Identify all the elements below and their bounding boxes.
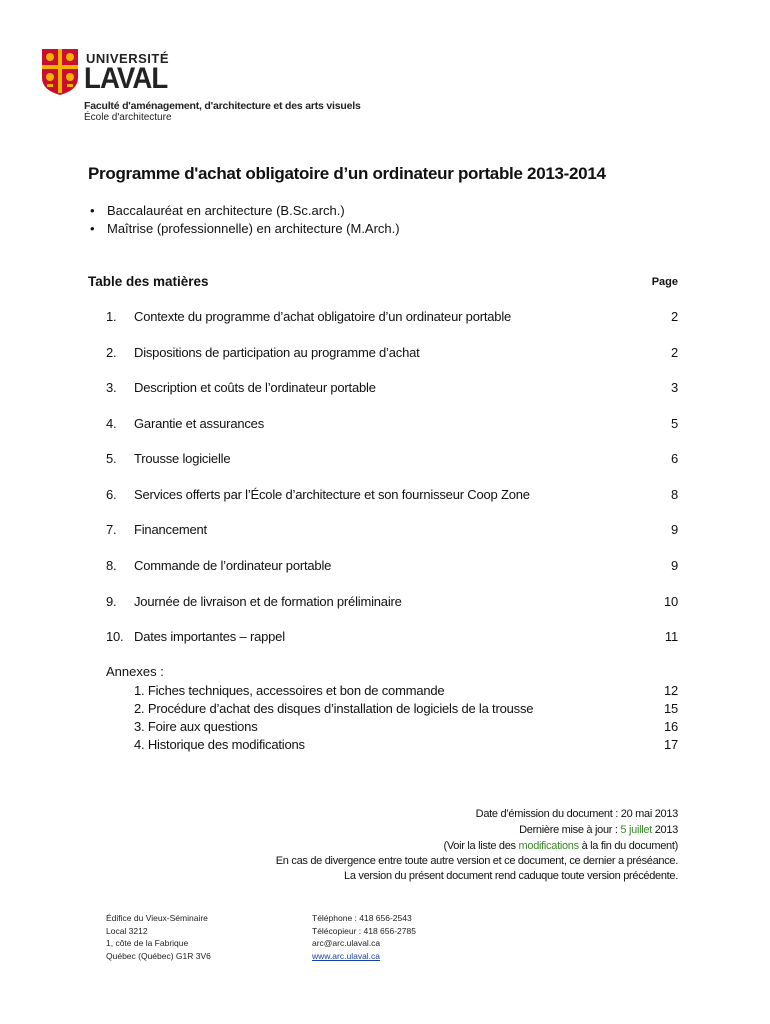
address-line: 1, côte de la Fabrique [106,938,189,948]
toc-entry-page: 9 [670,522,678,537]
footer-address [106,912,211,962]
issue-date: Date d’émission du document : 20 mai 2013 [475,808,678,820]
universite-laval-crest-icon [41,48,79,96]
toc-entry[interactable] [106,558,678,576]
annex-entry[interactable] [106,701,678,719]
address-line: Québec (Québec) G1R 3V6 [106,950,211,961]
toc-entry-number: 7. [106,522,117,537]
bullet-symbol: • [90,221,95,236]
toc-entry[interactable] [106,451,678,469]
toc-entry-page: 10 [663,594,678,609]
toc-entry-label: Trousse logicielle [134,451,231,466]
modifications-link[interactable]: modifications [518,840,579,852]
annex-entry[interactable] [106,737,678,755]
toc-entry-page: 5 [670,416,678,431]
toc-entry[interactable] [106,487,678,505]
annex-entry-page: 16 [663,719,678,734]
website-link[interactable]: www.arc.ulaval.ca [312,950,381,961]
toc-entry[interactable] [106,309,678,327]
toc-entry[interactable] [106,629,678,647]
divergence-note: En cas de divergence entre toute autre version et ce document, ce dernier a préséance. [275,855,678,867]
annexes-title: Annexes : [106,664,164,679]
toc-entry-label: Dispositions de participation au programme d’achat [134,345,420,360]
toc-entry[interactable] [106,416,678,434]
footer-contact [312,912,416,962]
supersedes-note: La version du présent document rend caduque toute version précédente. [344,870,678,882]
annex-entry-label: 3. Foire aux questions [134,719,258,734]
toc-entry-number: 9. [106,594,117,609]
phone-number: Téléphone : 418 656-2543 [312,913,412,923]
toc-entry-page: 2 [670,309,678,324]
toc-entry-page: 3 [670,380,678,395]
toc-entry-number: 4. [106,416,117,431]
bullet-symbol: • [90,203,95,218]
toc-entry-number: 10. [106,629,124,644]
document-title: Programme d'achat obligatoire d’un ordinateur portable 2013-2014 [88,164,606,183]
toc-entry-page: 11 [664,629,678,644]
changes-note [444,840,679,852]
annex-entry[interactable] [106,683,678,701]
toc-entry-label: Journée de livraison et de formation préliminaire [134,594,402,609]
faculty-name: Faculté d'aménagement, d'architecture et des arts visuels [84,100,361,112]
school-name: École d'architecture [84,112,172,123]
address-line: Édifice du Vieux-Séminaire [106,913,208,923]
annex-entry-label: 2. Procédure d’achat des disques d’installation de logiciels de la trousse [134,701,534,716]
toc-entry-number: 2. [106,345,117,360]
toc-entry-page: 8 [670,487,678,502]
program-list-item [90,221,400,236]
logo-university-name: LAVAL [84,62,168,95]
toc-entry[interactable] [106,345,678,363]
last-update-prefix: Dernière mise à jour : [519,824,621,836]
address-line: Local 3212 [106,925,148,936]
last-update-suffix: 2013 [651,824,678,836]
toc-entry-label: Financement [134,522,207,537]
toc-entry-number: 5. [106,451,117,466]
toc-entry-page: 2 [670,345,678,360]
toc-entry-number: 3. [106,380,117,395]
annex-entry-label: 1. Fiches techniques, accessoires et bon de commande [134,683,445,698]
annex-entry-page: 12 [663,683,678,698]
last-update [519,824,678,836]
toc-entry-label: Description et coûts de l’ordinateur portable [134,380,376,395]
toc-entry[interactable] [106,522,678,540]
program-label: Maîtrise (professionnelle) en architecture (M.Arch.) [107,221,400,236]
toc-entry-number: 1. [106,309,117,324]
toc-entry-number: 8. [106,558,117,573]
program-label: Baccalauréat en architecture (B.Sc.arch.) [107,203,345,218]
toc-entry-label: Services offerts par l’École d’architecture et son fournisseur Coop Zone [134,487,530,502]
annex-entry-page: 17 [663,737,678,752]
email-link[interactable]: arc@arc.ulaval.ca [312,938,381,948]
logo-university-label: UNIVERSITÉ [86,51,170,66]
last-update-date: 5 juillet [620,824,652,836]
changes-suffix: à la fin du document) [578,840,678,852]
annex-entry[interactable] [106,719,678,737]
annex-entry-page: 15 [663,701,678,716]
toc-entry[interactable] [106,380,678,398]
program-list-item [90,203,345,218]
annex-entry-label: 4. Historique des modifications [134,737,305,752]
toc-entry[interactable] [106,594,678,612]
fax-number: Télécopieur : 418 656-2785 [312,925,416,936]
toc-entry-page: 9 [670,558,678,573]
toc-entry-label: Commande de l’ordinateur portable [134,558,332,573]
toc-entry-label: Dates importantes – rappel [134,629,285,644]
toc-page-heading: Page [651,276,678,288]
toc-entry-label: Contexte du programme d’achat obligatoire d’un ordinateur portable [134,309,512,324]
changes-prefix: (Voir la liste des [443,840,519,852]
toc-heading: Table des matières [88,274,209,289]
toc-entry-page: 6 [670,451,678,466]
toc-entry-label: Garantie et assurances [134,416,265,431]
toc-entry-number: 6. [106,487,117,502]
